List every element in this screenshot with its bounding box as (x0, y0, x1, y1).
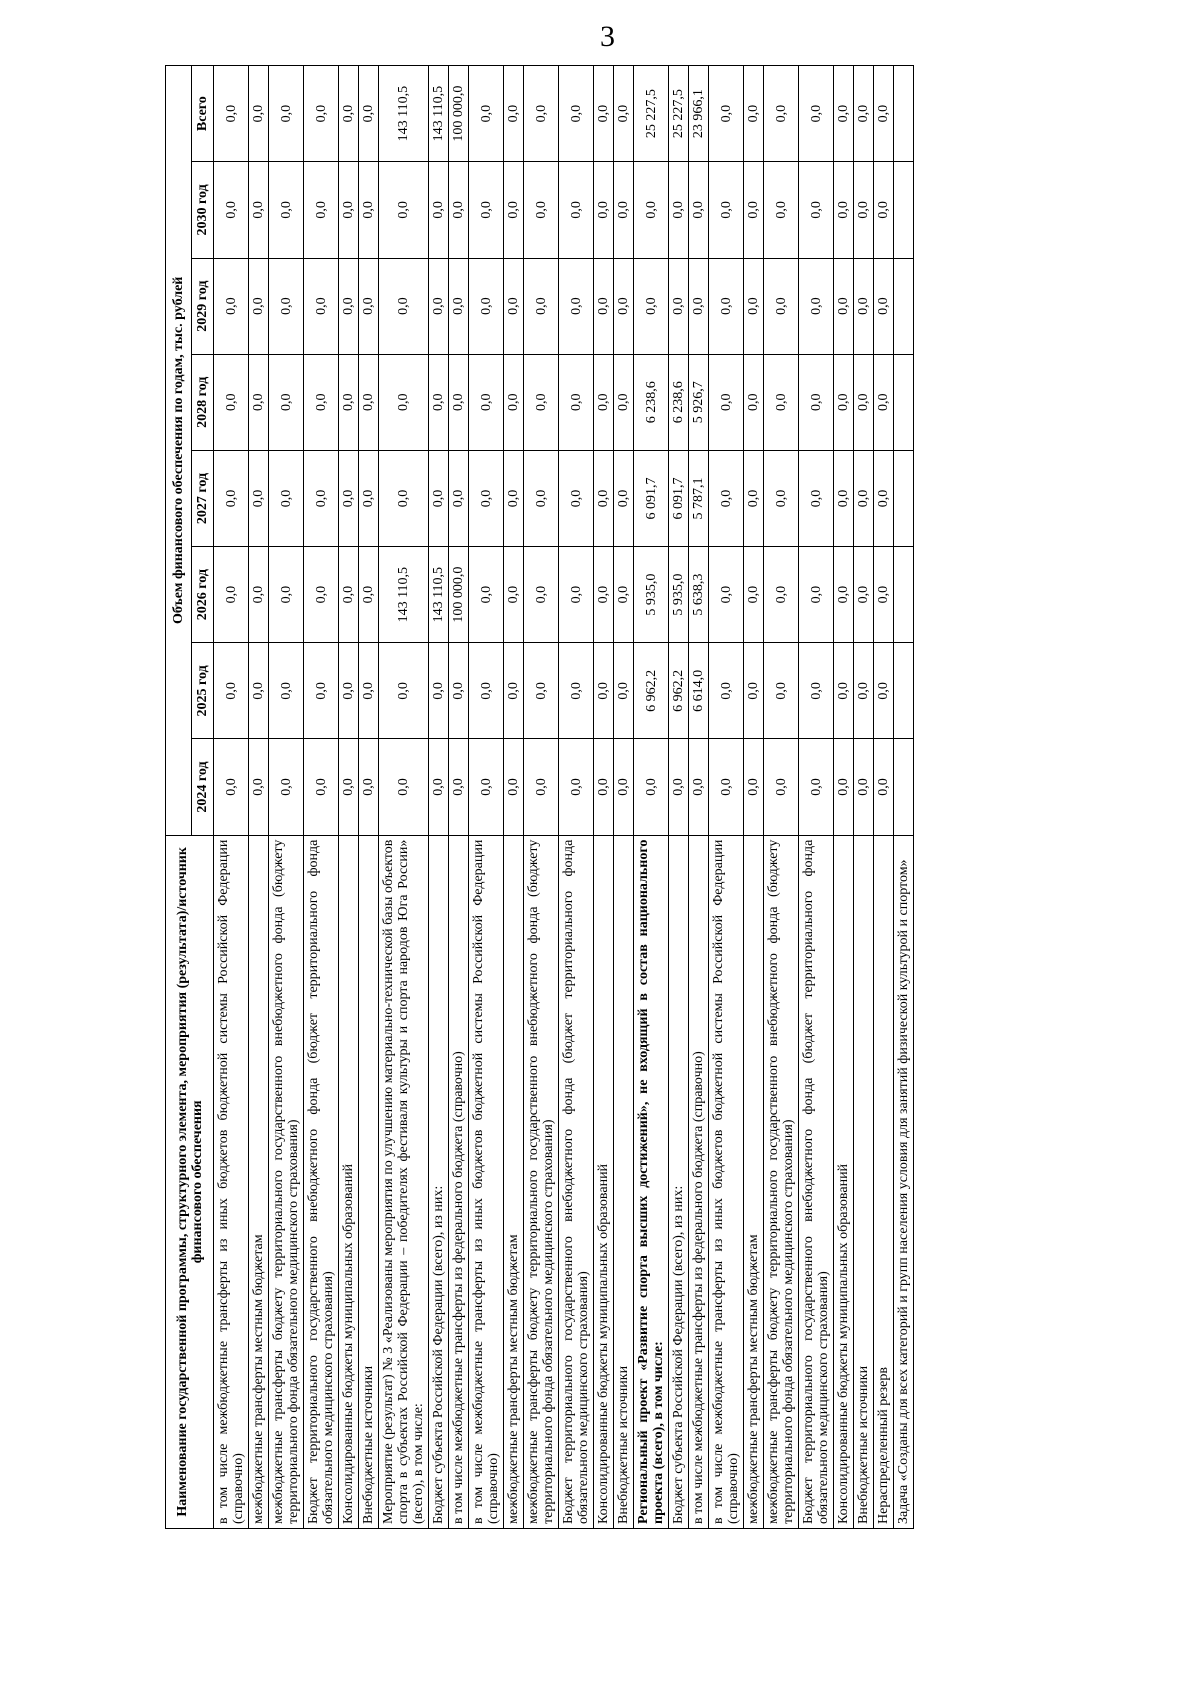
value-cell: 25 227,5 (634, 66, 669, 162)
value-cell: 0,0 (614, 66, 634, 162)
row-name: Консолидированные бюджеты муниципальных образований (339, 835, 359, 1528)
value-cell: 5 787,1 (689, 450, 709, 546)
year-column-header: 2024 год (192, 739, 214, 835)
value-cell: 0,0 (854, 739, 874, 835)
value-cell: 0,0 (504, 739, 524, 835)
value-cell: 0,0 (269, 450, 304, 546)
row-name: в том числе межбюджетные трансферты из иных бюджетов бюджетной системы Российской Федерации (справочно) (709, 835, 744, 1528)
value-cell: 0,0 (504, 258, 524, 354)
value-cell: 0,0 (359, 739, 379, 835)
value-cell: 0,0 (469, 450, 504, 546)
value-cell: 0,0 (799, 739, 834, 835)
value-cell (894, 643, 914, 739)
value-cell: 0,0 (874, 258, 894, 354)
value-cell: 0,0 (689, 258, 709, 354)
value-cell: 0,0 (269, 354, 304, 450)
table-row (559, 66, 594, 1529)
value-cell: 0,0 (214, 258, 249, 354)
value-cell: 5 638,3 (689, 547, 709, 643)
value-cell: 0,0 (304, 66, 339, 162)
value-cell: 0,0 (524, 450, 559, 546)
value-cell: 0,0 (764, 643, 799, 739)
value-cell: 0,0 (504, 354, 524, 450)
row-name: Мероприятие (результат) № 3 «Реализованы мероприятия по улучшению материально-технической базы объектов спорта в субъектах Российской Федерации – победителях фестиваля культуры и спорта народов Юга России» (всего), в том числе: (379, 835, 429, 1528)
value-cell: 25 227,5 (669, 66, 689, 162)
value-cell: 0,0 (504, 547, 524, 643)
row-name: Бюджет территориального государственного внебюджетного фонда (бюджет территориального фонда обязательного медицинского страхования) (559, 835, 594, 1528)
value-cell: 0,0 (269, 547, 304, 643)
value-cell: 0,0 (379, 354, 429, 450)
value-cell: 0,0 (379, 643, 429, 739)
year-column-header: Всего (192, 66, 214, 162)
value-cell (894, 258, 914, 354)
row-name: в том числе межбюджетные трансферты из федерального бюджета (справочно) (689, 835, 709, 1528)
year-column-header: 2029 год (192, 258, 214, 354)
value-cell: 0,0 (834, 643, 854, 739)
value-cell: 0,0 (469, 739, 504, 835)
value-cell: 23 966,1 (689, 66, 709, 162)
value-cell: 0,0 (874, 354, 894, 450)
value-cell: 0,0 (379, 739, 429, 835)
year-column-header: 2026 год (192, 547, 214, 643)
value-cell: 0,0 (874, 739, 894, 835)
value-cell: 0,0 (744, 354, 764, 450)
value-cell: 0,0 (594, 162, 614, 258)
value-cell: 0,0 (339, 547, 359, 643)
value-cell: 0,0 (339, 162, 359, 258)
table-row (834, 66, 854, 1529)
value-cell: 0,0 (249, 66, 269, 162)
row-name: Консолидированные бюджеты муниципальных образований (594, 835, 614, 1528)
financing-table (165, 65, 914, 1529)
value-cell: 6 962,2 (669, 643, 689, 739)
value-cell: 0,0 (799, 162, 834, 258)
value-cell: 143 110,5 (379, 547, 429, 643)
row-name: Бюджет субъекта Российской Федерации (всего), из них: (429, 835, 449, 1528)
value-cell: 6 091,7 (669, 450, 689, 546)
value-cell: 0,0 (249, 450, 269, 546)
value-cell: 0,0 (249, 162, 269, 258)
value-cell: 0,0 (359, 354, 379, 450)
value-cell: 0,0 (214, 643, 249, 739)
value-cell: 0,0 (469, 66, 504, 162)
value-cell: 0,0 (429, 739, 449, 835)
value-cell: 0,0 (304, 450, 339, 546)
value-cell: 0,0 (559, 450, 594, 546)
table-row (359, 66, 379, 1529)
row-name: межбюджетные трансферты бюджету территориального государственного внебюджетного фонда (бюджету территориального фонда обязательного медицинского страхования) (524, 835, 559, 1528)
value-cell: 0,0 (269, 739, 304, 835)
value-cell: 0,0 (524, 643, 559, 739)
table-row (709, 66, 744, 1529)
table-row (614, 66, 634, 1529)
value-cell: 0,0 (469, 258, 504, 354)
value-cell: 0,0 (594, 450, 614, 546)
value-cell: 0,0 (249, 258, 269, 354)
value-cell: 0,0 (214, 547, 249, 643)
value-cell (894, 162, 914, 258)
row-name: в том числе межбюджетные трансферты из иных бюджетов бюджетной системы Российской Федерации (справочно) (214, 835, 249, 1528)
row-name: межбюджетные трансферты местным бюджетам (744, 835, 764, 1528)
row-name: Бюджет территориального государственного внебюджетного фонда (бюджет территориального фонда обязательного медицинского страхования) (799, 835, 834, 1528)
table-row (469, 66, 504, 1529)
value-cell: 0,0 (634, 739, 669, 835)
value-cell: 0,0 (799, 258, 834, 354)
value-cell: 0,0 (799, 66, 834, 162)
value-cell: 0,0 (449, 739, 469, 835)
row-name: Региональный проект «Развитие спорта высших достижений», не входящий в состав национального проекта (всего), в том числе: (634, 835, 669, 1528)
value-cell: 143 110,5 (379, 66, 429, 162)
value-cell: 0,0 (504, 643, 524, 739)
value-cell: 5 935,0 (634, 547, 669, 643)
table-row (269, 66, 304, 1529)
value-cell: 0,0 (269, 66, 304, 162)
value-cell: 0,0 (689, 739, 709, 835)
page-number: 3 (600, 20, 615, 53)
value-cell: 0,0 (524, 354, 559, 450)
value-cell: 0,0 (764, 258, 799, 354)
table-row (304, 66, 339, 1529)
row-name: межбюджетные трансферты бюджету территориального государственного внебюджетного фонда (бюджету территориального фонда обязательного медицинского страхования) (764, 835, 799, 1528)
value-cell: 0,0 (709, 643, 744, 739)
value-cell: 0,0 (764, 547, 799, 643)
value-cell: 0,0 (504, 450, 524, 546)
year-column-header: 2028 год (192, 354, 214, 450)
value-cell: 0,0 (669, 162, 689, 258)
value-cell: 0,0 (799, 643, 834, 739)
value-cell: 0,0 (304, 258, 339, 354)
value-cell: 0,0 (249, 643, 269, 739)
row-name: Нераспределенный резерв (874, 835, 894, 1528)
row-name: Бюджет субъекта Российской Федерации (всего), из них: (669, 835, 689, 1528)
value-cell: 0,0 (799, 354, 834, 450)
value-cell: 0,0 (744, 547, 764, 643)
value-cell: 100 000,0 (449, 547, 469, 643)
table-body (214, 66, 914, 1529)
value-cell: 5 935,0 (669, 547, 689, 643)
value-cell: 0,0 (559, 258, 594, 354)
value-cell: 0,0 (669, 739, 689, 835)
value-cell: 0,0 (764, 739, 799, 835)
row-name: Задача «Созданы для всех категорий и групп населения условия для занятий физической культурой и спортом» (894, 835, 914, 1528)
value-cell: 0,0 (594, 739, 614, 835)
value-cell: 0,0 (379, 258, 429, 354)
row-name: межбюджетные трансферты местным бюджетам (249, 835, 269, 1528)
table-row (634, 66, 669, 1529)
row-name: в том числе межбюджетные трансферты из иных бюджетов бюджетной системы Российской Федерации (справочно) (469, 835, 504, 1528)
value-cell: 0,0 (594, 547, 614, 643)
value-cell: 0,0 (249, 354, 269, 450)
rotated-table-container (165, 65, 1065, 1529)
value-cell: 0,0 (249, 739, 269, 835)
value-cell: 0,0 (304, 547, 339, 643)
row-name: Внебюджетные источники (614, 835, 634, 1528)
value-cell: 0,0 (359, 643, 379, 739)
value-cell: 0,0 (709, 66, 744, 162)
row-name: межбюджетные трансферты местным бюджетам (504, 835, 524, 1528)
value-cell: 0,0 (469, 162, 504, 258)
value-cell: 0,0 (594, 258, 614, 354)
value-cell (894, 739, 914, 835)
value-cell: 0,0 (559, 643, 594, 739)
value-cell: 0,0 (854, 162, 874, 258)
value-cell: 0,0 (359, 66, 379, 162)
value-cell: 0,0 (304, 162, 339, 258)
value-cell: 0,0 (469, 547, 504, 643)
value-cell: 0,0 (359, 450, 379, 546)
value-cell: 0,0 (214, 162, 249, 258)
value-cell: 0,0 (269, 643, 304, 739)
year-column-header: 2027 год (192, 450, 214, 546)
value-cell: 0,0 (429, 450, 449, 546)
table-row (894, 66, 914, 1529)
value-cell: 0,0 (764, 66, 799, 162)
value-cell: 0,0 (669, 258, 689, 354)
table-row (214, 66, 249, 1529)
value-cell: 0,0 (874, 643, 894, 739)
value-cell: 0,0 (744, 739, 764, 835)
value-cell: 0,0 (709, 258, 744, 354)
value-cell (894, 354, 914, 450)
value-cell: 0,0 (449, 354, 469, 450)
row-name: Внебюджетные источники (854, 835, 874, 1528)
value-cell: 0,0 (834, 739, 854, 835)
value-cell: 0,0 (339, 643, 359, 739)
value-cell: 0,0 (614, 450, 634, 546)
value-cell: 0,0 (709, 162, 744, 258)
value-cell: 0,0 (429, 643, 449, 739)
table-row (339, 66, 359, 1529)
table-row (854, 66, 874, 1529)
row-name: Консолидированные бюджеты муниципальных образований (834, 835, 854, 1528)
value-cell: 0,0 (339, 258, 359, 354)
value-cell: 0,0 (559, 66, 594, 162)
value-cell: 0,0 (379, 450, 429, 546)
value-cell: 100 000,0 (449, 66, 469, 162)
value-cell: 0,0 (594, 354, 614, 450)
row-name: Бюджет территориального государственного внебюджетного фонда (бюджет территориального фонда обязательного медицинского страхования) (304, 835, 339, 1528)
table-row (689, 66, 709, 1529)
value-cell: 0,0 (854, 643, 874, 739)
value-cell: 0,0 (559, 547, 594, 643)
value-cell: 0,0 (854, 547, 874, 643)
value-cell: 0,0 (214, 66, 249, 162)
value-cell: 0,0 (214, 354, 249, 450)
value-cell: 0,0 (634, 258, 669, 354)
value-cell: 0,0 (559, 162, 594, 258)
value-cell: 0,0 (524, 258, 559, 354)
year-column-header: 2030 год (192, 162, 214, 258)
value-cell: 0,0 (339, 739, 359, 835)
table-row (524, 66, 559, 1529)
table-row (449, 66, 469, 1529)
value-cell: 0,0 (614, 258, 634, 354)
value-cell: 0,0 (249, 547, 269, 643)
value-cell: 0,0 (744, 643, 764, 739)
value-cell: 0,0 (449, 162, 469, 258)
value-cell: 0,0 (709, 354, 744, 450)
value-cell: 0,0 (764, 162, 799, 258)
value-cell (894, 66, 914, 162)
value-cell: 0,0 (799, 547, 834, 643)
value-cell (894, 547, 914, 643)
value-cell: 0,0 (614, 547, 634, 643)
header-group: Объем финансового обеспечения по годам, тыс. рублей (166, 66, 192, 836)
value-cell: 0,0 (854, 66, 874, 162)
table-row (249, 66, 269, 1529)
value-cell: 0,0 (874, 547, 894, 643)
value-cell: 0,0 (834, 450, 854, 546)
value-cell: 6 962,2 (634, 643, 669, 739)
value-cell: 0,0 (379, 162, 429, 258)
value-cell: 0,0 (594, 66, 614, 162)
value-cell: 0,0 (304, 354, 339, 450)
value-cell: 0,0 (339, 66, 359, 162)
value-cell: 0,0 (524, 547, 559, 643)
value-cell: 0,0 (689, 162, 709, 258)
value-cell: 0,0 (449, 643, 469, 739)
value-cell: 0,0 (709, 450, 744, 546)
value-cell: 0,0 (614, 739, 634, 835)
value-cell: 0,0 (339, 354, 359, 450)
value-cell: 0,0 (524, 66, 559, 162)
value-cell: 5 926,7 (689, 354, 709, 450)
value-cell: 0,0 (449, 258, 469, 354)
value-cell: 0,0 (854, 354, 874, 450)
value-cell: 0,0 (834, 258, 854, 354)
table-row (874, 66, 894, 1529)
value-cell: 0,0 (559, 739, 594, 835)
value-cell: 0,0 (834, 66, 854, 162)
value-cell: 0,0 (359, 547, 379, 643)
value-cell: 0,0 (339, 450, 359, 546)
value-cell: 0,0 (744, 258, 764, 354)
table-row (764, 66, 799, 1529)
value-cell: 143 110,5 (429, 66, 449, 162)
value-cell: 143 110,5 (429, 547, 449, 643)
table-row (594, 66, 614, 1529)
value-cell: 0,0 (304, 739, 339, 835)
value-cell: 0,0 (709, 547, 744, 643)
value-cell: 0,0 (634, 162, 669, 258)
value-cell: 6 238,6 (634, 354, 669, 450)
value-cell: 0,0 (874, 450, 894, 546)
value-cell: 0,0 (764, 450, 799, 546)
value-cell: 0,0 (764, 354, 799, 450)
value-cell: 0,0 (359, 258, 379, 354)
value-cell: 0,0 (594, 643, 614, 739)
value-cell: 0,0 (269, 162, 304, 258)
value-cell: 0,0 (504, 162, 524, 258)
value-cell: 0,0 (854, 258, 874, 354)
value-cell: 0,0 (614, 643, 634, 739)
table-row (429, 66, 449, 1529)
value-cell: 0,0 (559, 354, 594, 450)
value-cell: 0,0 (744, 450, 764, 546)
value-cell: 0,0 (524, 162, 559, 258)
table-row (504, 66, 524, 1529)
value-cell: 0,0 (304, 643, 339, 739)
value-cell: 0,0 (524, 739, 559, 835)
value-cell: 0,0 (469, 354, 504, 450)
value-cell: 0,0 (834, 162, 854, 258)
value-cell: 0,0 (709, 739, 744, 835)
value-cell (894, 450, 914, 546)
value-cell: 0,0 (269, 258, 304, 354)
value-cell: 0,0 (429, 258, 449, 354)
table-row (379, 66, 429, 1529)
value-cell: 0,0 (504, 66, 524, 162)
value-cell: 6 614,0 (689, 643, 709, 739)
value-cell: 6 091,7 (634, 450, 669, 546)
value-cell: 0,0 (834, 354, 854, 450)
value-cell: 0,0 (429, 354, 449, 450)
value-cell: 0,0 (469, 643, 504, 739)
value-cell: 0,0 (799, 450, 834, 546)
row-name: межбюджетные трансферты бюджету территориального государственного внебюджетного фонда (бюджету территориального фонда обязательного медицинского страхования) (269, 835, 304, 1528)
value-cell: 0,0 (614, 162, 634, 258)
value-cell: 0,0 (449, 450, 469, 546)
value-cell: 0,0 (854, 450, 874, 546)
row-name: Внебюджетные источники (359, 835, 379, 1528)
value-cell: 0,0 (874, 66, 894, 162)
value-cell: 6 238,6 (669, 354, 689, 450)
table-row (799, 66, 834, 1529)
table-row (744, 66, 764, 1529)
value-cell: 0,0 (429, 162, 449, 258)
value-cell: 0,0 (834, 547, 854, 643)
value-cell: 0,0 (744, 162, 764, 258)
row-name: в том числе межбюджетные трансферты из федерального бюджета (справочно) (449, 835, 469, 1528)
value-cell: 0,0 (614, 354, 634, 450)
value-cell: 0,0 (359, 162, 379, 258)
value-cell: 0,0 (214, 450, 249, 546)
value-cell: 0,0 (744, 66, 764, 162)
year-column-header: 2025 год (192, 643, 214, 739)
value-cell: 0,0 (214, 739, 249, 835)
value-cell: 0,0 (874, 162, 894, 258)
table-row (669, 66, 689, 1529)
header-name: Наименование государственной программы, структурного элемента, мероприятия (результата)/источник финансового обеспечения (166, 835, 214, 1528)
